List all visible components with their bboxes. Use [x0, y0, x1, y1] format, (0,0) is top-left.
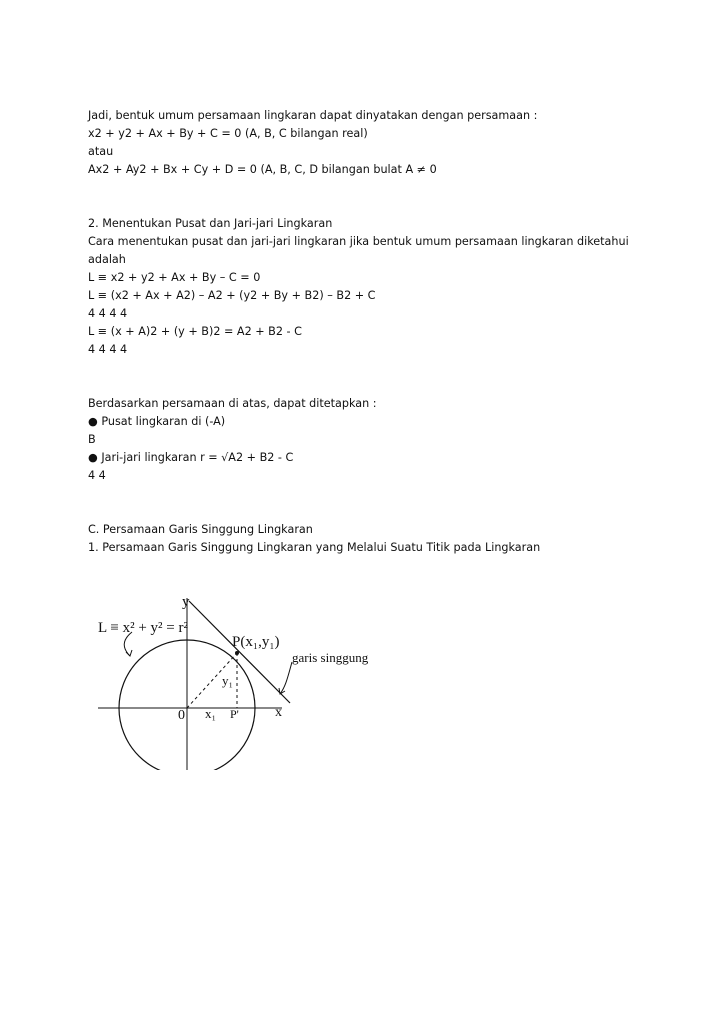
tangent-circle-figure — [92, 590, 392, 770]
text-line: Jadi, bentuk umum persamaan lingkaran dapat dinyatakan dengan persamaan : — [88, 109, 538, 122]
x1-label: x₁ — [205, 706, 217, 721]
tangent-line — [189, 601, 290, 703]
denominator-line: 4 4 4 4 — [88, 307, 128, 320]
circle-diagram — [92, 590, 392, 770]
point-p — [235, 651, 239, 655]
point-label: P(x₁,y₁) — [232, 634, 280, 650]
text-line: adalah — [88, 253, 126, 266]
text-line: B — [88, 433, 96, 446]
text-line: x2 + y2 + Ax + By + C = 0 (A, B, C bilangan real) — [88, 127, 368, 140]
equation-line: L ≡ x2 + y2 + Ax + By – C = 0 — [88, 271, 261, 284]
text-line: atau — [88, 145, 114, 158]
document-text — [88, 107, 688, 557]
x-axis-label: x — [275, 705, 282, 720]
equation-line: L ≡ (x + A)2 + (y + B)2 = A2 + B2 - C — [88, 325, 302, 338]
equation-line: L ≡ (x2 + Ax + A2) – A2 + (y2 + By + B2) – B2 + C — [88, 289, 376, 302]
text-line: Berdasarkan persamaan di atas, dapat ditetapkan : — [88, 397, 377, 410]
origin-label: 0 — [178, 708, 185, 723]
section-heading: C. Persamaan Garis Singgung Lingkaran — [88, 523, 313, 536]
spacer — [88, 359, 688, 395]
text-line: Cara menentukan pusat dan jari-jari lingkaran jika bentuk umum persamaan lingkaran diketahui — [88, 235, 629, 248]
spacer — [88, 485, 688, 521]
bullet-center: ● Pusat lingkaran di (-A) — [88, 415, 226, 428]
spacer — [88, 179, 688, 215]
general-equation-section — [88, 107, 688, 179]
tangent-label: garis singgung — [292, 650, 369, 665]
tangent-arrow — [280, 662, 292, 694]
center-radius-section — [88, 215, 688, 359]
pprime-label: P' — [230, 707, 239, 721]
y1-label: y₁ — [222, 673, 234, 688]
arrow-head-icon — [126, 650, 132, 656]
bullet-radius: ● Jari-jari lingkaran r = √A2 + B2 - C — [88, 451, 294, 464]
denominator-line: 4 4 4 4 — [88, 343, 128, 356]
section-subheading: 1. Persamaan Garis Singgung Lingkaran yang Melalui Suatu Titik pada Lingkaran — [88, 541, 541, 554]
y-axis-label: y — [182, 594, 190, 610]
text-line: Ax2 + Ay2 + Bx + Cy + D = 0 (A, B, C, D bilangan bulat A ≠ 0 — [88, 163, 437, 176]
tangent-section — [88, 521, 688, 557]
section-heading: 2. Menentukan Pusat dan Jari-jari Lingkaran — [88, 217, 333, 230]
result-section — [88, 395, 688, 485]
denominator-line: 4 4 — [88, 469, 106, 482]
equation-label: L ≡ x² + y² = r² — [98, 620, 188, 636]
